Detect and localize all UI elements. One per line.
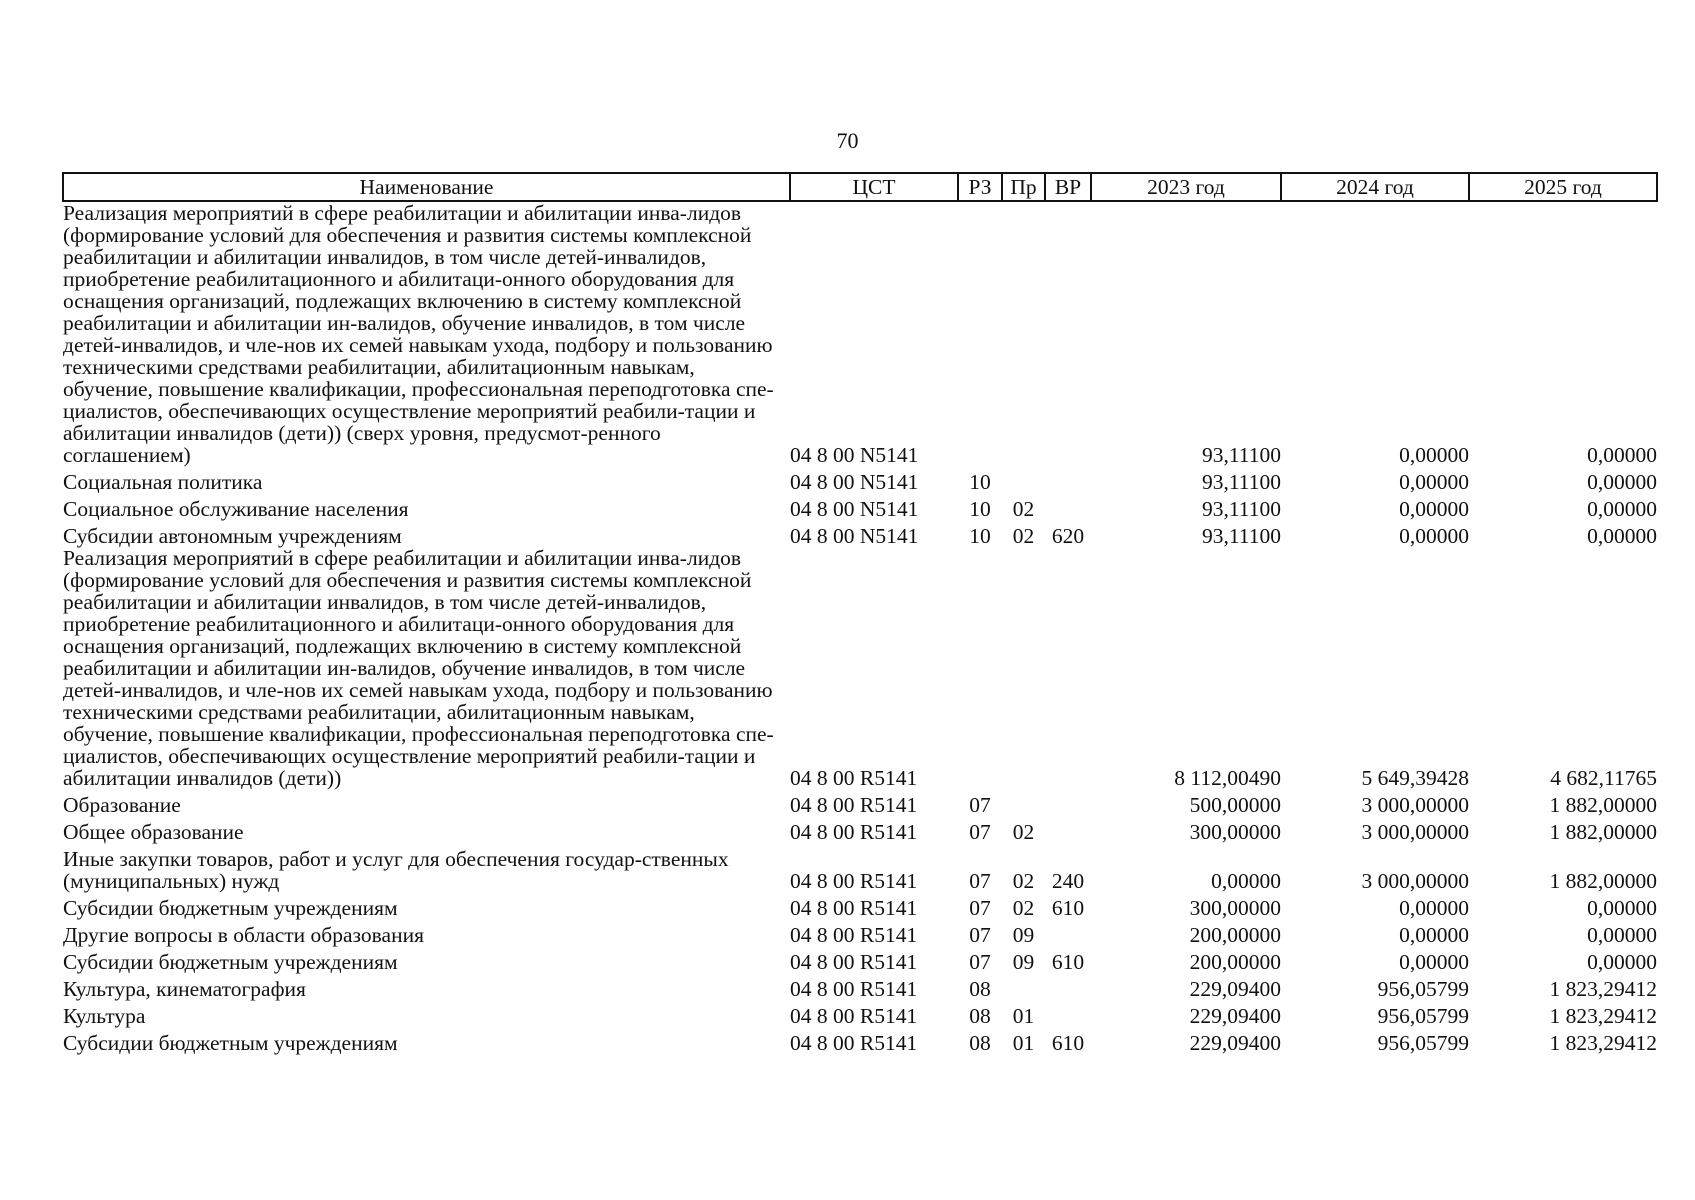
row-cst: 04 8 00 R5141 bbox=[790, 1031, 918, 1055]
row-2023: 8 112,00490 bbox=[1174, 766, 1281, 790]
row-vr: 610 bbox=[1051, 950, 1085, 974]
row-2025: 0,00000 bbox=[1587, 470, 1657, 494]
table-row bbox=[63, 789, 1657, 816]
row-2025: 1 823,29412 bbox=[1549, 977, 1657, 1001]
row-vr bbox=[1045, 547, 1091, 789]
row-vr bbox=[1045, 1000, 1091, 1027]
row-2024: 0,00000 bbox=[1399, 923, 1469, 947]
table-row bbox=[63, 1000, 1657, 1027]
row-vr: 610 bbox=[1051, 1031, 1085, 1055]
row-cst: 04 8 00 N5141 bbox=[790, 443, 919, 467]
row-2024: 0,00000 bbox=[1399, 443, 1469, 467]
row-pr: 02 bbox=[1012, 869, 1035, 893]
row-2023: 229,09400 bbox=[1189, 977, 1281, 1001]
row-name: Социальное обслуживание населения bbox=[63, 497, 409, 521]
row-pr: 09 bbox=[1012, 923, 1035, 947]
row-2025: 1 823,29412 bbox=[1549, 1031, 1657, 1055]
row-2023: 200,00000 bbox=[1189, 950, 1281, 974]
table-header-row bbox=[63, 173, 1657, 201]
table-row bbox=[63, 1027, 1657, 1054]
row-cst: 04 8 00 N5141 bbox=[790, 524, 919, 548]
row-2024: 3 000,00000 bbox=[1361, 869, 1469, 893]
row-name: Социальная политика bbox=[63, 470, 263, 494]
row-rz: 08 bbox=[969, 1031, 991, 1055]
table-row bbox=[63, 493, 1657, 520]
row-rz: 10 bbox=[969, 524, 991, 548]
row-name: Другие вопросы в области образования bbox=[63, 923, 424, 947]
row-2023: 93,11100 bbox=[1201, 524, 1281, 548]
row-2023: 300,00000 bbox=[1189, 896, 1281, 920]
row-cst: 04 8 00 R5141 bbox=[790, 923, 918, 947]
budget-table bbox=[62, 172, 1658, 1054]
row-cst: 04 8 00 R5141 bbox=[790, 766, 918, 790]
table-row bbox=[63, 520, 1657, 547]
row-pr: 01 bbox=[1012, 1031, 1035, 1055]
table-row bbox=[63, 892, 1657, 919]
row-vr: 240 bbox=[1051, 869, 1085, 893]
row-2024: 956,05799 bbox=[1377, 1004, 1469, 1028]
row-vr bbox=[1045, 816, 1091, 843]
header-2023: 2023 год bbox=[1091, 173, 1281, 201]
row-vr bbox=[1045, 201, 1091, 466]
row-rz: 07 bbox=[969, 820, 991, 844]
header-name: Наименование bbox=[63, 173, 790, 201]
table-row bbox=[63, 973, 1657, 1000]
row-2025: 1 823,29412 bbox=[1549, 1004, 1657, 1028]
row-2024: 0,00000 bbox=[1399, 470, 1469, 494]
row-vr: 620 bbox=[1051, 524, 1085, 548]
row-rz: 07 bbox=[969, 793, 991, 817]
row-rz: 07 bbox=[969, 869, 991, 893]
row-2025: 4 682,11765 bbox=[1550, 766, 1657, 790]
row-name: Субсидии автономным учреждениям bbox=[63, 524, 402, 548]
row-name: Культура bbox=[63, 1004, 146, 1028]
row-pr bbox=[1002, 973, 1045, 1000]
row-2025: 0,00000 bbox=[1587, 443, 1657, 467]
row-2024: 956,05799 bbox=[1377, 1031, 1469, 1055]
row-vr bbox=[1045, 493, 1091, 520]
row-2024: 956,05799 bbox=[1377, 977, 1469, 1001]
row-2024: 0,00000 bbox=[1399, 524, 1469, 548]
row-2025: 1 882,00000 bbox=[1549, 793, 1657, 817]
row-2023: 500,00000 bbox=[1189, 793, 1281, 817]
row-name: Субсидии бюджетным учреждениям bbox=[63, 896, 398, 920]
row-pr: 02 bbox=[1012, 820, 1035, 844]
row-pr: 02 bbox=[1012, 497, 1035, 521]
row-name: Образование bbox=[63, 793, 181, 817]
row-cst: 04 8 00 R5141 bbox=[790, 950, 918, 974]
table-row bbox=[63, 466, 1657, 493]
row-rz: 10 bbox=[969, 470, 991, 494]
row-name: Субсидии бюджетным учреждениям bbox=[63, 1031, 398, 1055]
row-name: Субсидии бюджетным учреждениям bbox=[63, 950, 398, 974]
row-rz: 10 bbox=[969, 497, 991, 521]
table-row bbox=[63, 946, 1657, 973]
row-2025: 0,00000 bbox=[1587, 950, 1657, 974]
row-2023: 93,11100 bbox=[1201, 470, 1281, 494]
row-pr bbox=[1002, 201, 1045, 466]
row-vr bbox=[1045, 919, 1091, 946]
header-2024: 2024 год bbox=[1281, 173, 1469, 201]
row-pr bbox=[1002, 547, 1045, 789]
table-body bbox=[63, 201, 1657, 1054]
row-pr: 09 bbox=[1012, 950, 1035, 974]
row-rz: 07 bbox=[969, 923, 991, 947]
row-2023: 300,00000 bbox=[1189, 820, 1281, 844]
row-pr: 01 bbox=[1012, 1004, 1035, 1028]
header-2025: 2025 год bbox=[1469, 173, 1657, 201]
row-pr: 02 bbox=[1012, 896, 1035, 920]
row-rz: 07 bbox=[969, 950, 991, 974]
table-row bbox=[63, 201, 1657, 466]
row-2025: 0,00000 bbox=[1587, 896, 1657, 920]
row-2024: 0,00000 bbox=[1399, 950, 1469, 974]
row-cst: 04 8 00 R5141 bbox=[790, 793, 918, 817]
row-2023: 200,00000 bbox=[1189, 923, 1281, 947]
header-cst: ЦСТ bbox=[790, 173, 958, 201]
row-rz: 08 bbox=[969, 977, 991, 1001]
table-row bbox=[63, 816, 1657, 843]
header-rz: РЗ bbox=[958, 173, 1002, 201]
row-name: Культура, кинематография bbox=[63, 977, 306, 1001]
table-row bbox=[63, 547, 1657, 789]
row-2023: 0,00000 bbox=[1211, 869, 1281, 893]
row-name: Реализация мероприятий в сфере реабилитации и абилитации инва-лидов (формирование условий для обеспечения и развития системы комплексной реабилитации и абилитации инвалидов, в том числе детей-инвалидов, приобретение реабилитационного и абилитаци-онного оборудования для оснащения организаций, подлежащих включению в систему комплексной реабилитации и абилитации ин-валидов, обучение инвалидов, в том числе детей-инвалидов, и чле-нов их семей навыкам ухода, подбору и пользованию техническими средствами реабилитации, абилитационным навыкам, обучение, повышение квалификации, профессиональная переподготовка спе-циалистов, обеспечивающих осуществление мероприятий реабили-тации и абилитации инвалидов (дети)) bbox=[63, 546, 774, 790]
row-2024: 0,00000 bbox=[1399, 896, 1469, 920]
row-2024: 0,00000 bbox=[1399, 497, 1469, 521]
row-2024: 3 000,00000 bbox=[1361, 793, 1469, 817]
row-2025: 0,00000 bbox=[1587, 524, 1657, 548]
row-cst: 04 8 00 N5141 bbox=[790, 470, 919, 494]
header-pr: Пр bbox=[1002, 173, 1045, 201]
row-pr: 02 bbox=[1012, 524, 1035, 548]
row-2023: 93,11100 bbox=[1201, 443, 1281, 467]
table-row bbox=[63, 843, 1657, 892]
row-rz bbox=[958, 547, 1002, 789]
row-vr bbox=[1045, 466, 1091, 493]
row-cst: 04 8 00 N5141 bbox=[790, 497, 919, 521]
row-name: Иные закупки товаров, работ и услуг для обеспечения государ-ственных (муниципальных) нужд bbox=[63, 847, 729, 893]
row-rz: 08 bbox=[969, 1004, 991, 1028]
table-row bbox=[63, 919, 1657, 946]
page-number: 70 bbox=[836, 128, 859, 153]
row-2025: 0,00000 bbox=[1587, 923, 1657, 947]
row-cst: 04 8 00 R5141 bbox=[790, 869, 918, 893]
row-vr bbox=[1045, 789, 1091, 816]
row-cst: 04 8 00 R5141 bbox=[790, 896, 918, 920]
row-rz: 07 bbox=[969, 896, 991, 920]
row-2025: 0,00000 bbox=[1587, 497, 1657, 521]
row-2025: 1 882,00000 bbox=[1549, 820, 1657, 844]
row-pr bbox=[1002, 466, 1045, 493]
row-cst: 04 8 00 R5141 bbox=[790, 1004, 918, 1028]
row-vr bbox=[1045, 973, 1091, 1000]
row-2024: 3 000,00000 bbox=[1361, 820, 1469, 844]
row-2024: 5 649,39428 bbox=[1361, 766, 1469, 790]
row-name: Реализация мероприятий в сфере реабилитации и абилитации инва-лидов (формирование условий для обеспечения и развития системы комплексной реабилитации и абилитации инвалидов, в том числе детей-инвалидов, приобретение реабилитационного и абилитаци-онного оборудования для оснащения организаций, подлежащих включению в систему комплексной реабилитации и абилитации ин-валидов, обучение инвалидов, в том числе детей-инвалидов, и чле-нов их семей навыкам ухода, подбору и пользованию техническими средствами реабилитации, абилитационным навыкам, обучение, повышение квалификации, профессиональная переподготовка спе-циалистов, обеспечивающих осуществление мероприятий реабили-тации и абилитации инвалидов (дети)) (сверх уровня, предусмот-ренного соглашением) bbox=[63, 201, 774, 467]
row-pr bbox=[1002, 789, 1045, 816]
row-2023: 229,09400 bbox=[1189, 1031, 1281, 1055]
row-vr: 610 bbox=[1051, 896, 1085, 920]
row-2023: 93,11100 bbox=[1201, 497, 1281, 521]
row-2023: 229,09400 bbox=[1189, 1004, 1281, 1028]
row-name: Общее образование bbox=[63, 820, 244, 844]
row-rz bbox=[958, 201, 1002, 466]
row-2025: 1 882,00000 bbox=[1549, 869, 1657, 893]
row-cst: 04 8 00 R5141 bbox=[790, 820, 918, 844]
row-cst: 04 8 00 R5141 bbox=[790, 977, 918, 1001]
header-vr: ВР bbox=[1045, 173, 1091, 201]
